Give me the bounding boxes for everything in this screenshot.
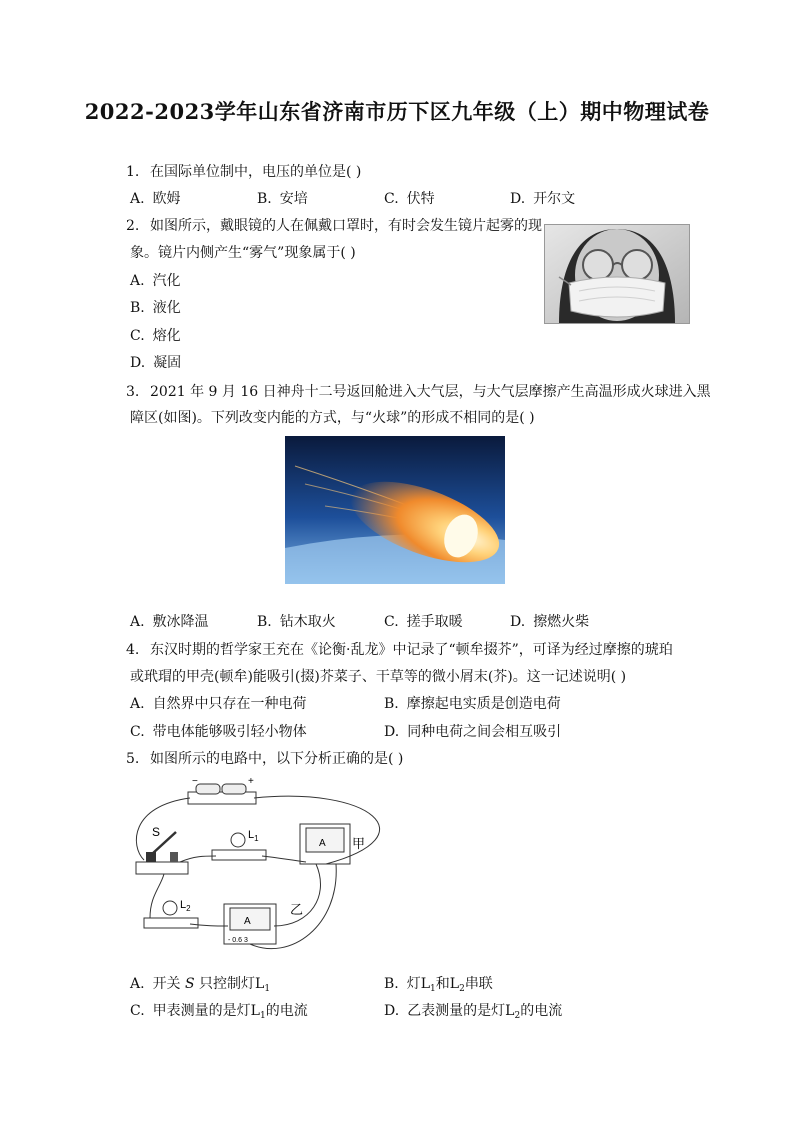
q1-option-b [257,189,308,209]
q5-c-sub: 1 [259,1011,266,1021]
ammeter-yi-label: 乙 [290,902,304,917]
q1-b-text: 安培 [279,191,308,207]
q4-option-c [130,722,307,742]
q5-c-post: 的电流 [265,1003,308,1019]
q4-b-text: 摩擦起电实质是创造电荷 [406,696,561,712]
q4-b-label: B. [384,696,399,712]
q3-a-label: A. [130,614,145,630]
q4-d-text: 同种电荷之间会相互吸引 [407,724,562,740]
q3-d-label: D. [510,614,526,630]
lamp-l1-letter: L [248,829,255,841]
circuit-illustration [130,776,410,962]
battery-plus-label: + [248,776,254,787]
q4-stem-line2: 或玳瑁的甲壳(顿牟)能吸引(掇)芥菜子、干草等的微小屑末(芥)。这一记述说明( ) [130,669,627,685]
lamp-l1-label [248,829,259,843]
q3-text-1: 2021 年 9 月 16 日神舟十二号返回舱进入大气层，与大气层摩擦产生高温形成火球进入黑 [150,384,711,400]
q2-b-text: 液化 [152,300,181,316]
q4-option-b [384,694,561,714]
q5-a-label: A. [130,976,145,992]
q4-d-label: D. [384,724,400,740]
q3-d-text: 擦燃火柴 [533,614,590,630]
q3-number: 3. [126,384,140,400]
q1-a-label: A. [130,191,145,207]
fireball-reentry-illustration [285,436,505,584]
q3-option-c [384,612,463,632]
q1-d-text: 开尔文 [533,191,576,207]
q4-number: 4. [126,642,140,658]
q5-b-pre: 灯L [406,976,431,992]
q3-option-d [510,612,589,632]
q3-a-text: 敷冰降温 [152,614,209,630]
switch-contact [170,852,178,862]
q2-stem-line1 [126,216,542,236]
ammeter-jia-label: 甲 [352,836,366,851]
q4-c-text: 带电体能够吸引轻小物体 [152,724,307,740]
q2-number: 2. [126,218,140,234]
q1-b-label: B. [257,191,272,207]
q2-stem-line2: 象。镜片内侧产生“雾气”现象属于( ) [130,245,356,261]
lamp-l2-label [180,899,191,913]
q3-b-label: B. [257,614,272,630]
q5-c-pre: 甲表测量的是灯L [152,1003,260,1019]
q1-option-c [384,189,435,209]
q4-stem-line1 [126,640,673,660]
q3-stem-line2: 障区(如图)。下列改变内能的方式，与“火球”的形成不相同的是( ) [130,410,535,426]
q2-option-b [130,298,181,318]
q4-a-label: A. [130,696,145,712]
lamp-l1-bulb [231,833,245,847]
foggy-glasses-illustration [545,225,689,323]
q2-d-text: 凝固 [153,355,182,371]
q5-option-d [384,1001,562,1026]
battery-cell-1 [196,784,220,794]
q5-option-b [384,974,493,999]
ammeter-yi-letter: A [244,916,251,927]
q5-option-c [130,1001,308,1026]
q1-d-label: D. [510,191,526,207]
exam-title: 2022-2023学年山东省济南市历下区九年级（上）期中物理试卷 [84,99,710,124]
q3-b-text: 钻木取火 [279,614,336,630]
q5-stem [126,749,403,769]
switch-post [146,852,156,862]
q2-c-label: C. [130,328,145,344]
ammeter-jia-letter: A [319,838,326,849]
q5-d-sub: 2 [514,1011,521,1021]
q3-stem-line1 [126,382,711,402]
q5-b-sub1: 1 [430,984,436,994]
lamp-l1-sub: 1 [254,834,259,843]
q5-c-label: C. [130,1003,145,1019]
q3-option-a [130,612,209,632]
battery-minus-label: − [192,776,198,787]
q3-c-label: C. [384,614,399,630]
q2-d-label: D. [130,355,146,371]
q5-a-s: S [185,976,195,992]
q1-c-text: 伏特 [406,191,435,207]
lamp-l1-base [212,850,266,860]
q3-option-b [257,612,336,632]
q1-option-a [130,189,181,209]
q2-photo-foggy-glasses [544,224,690,324]
lamp-l2-sub: 2 [186,904,191,913]
q4-option-d [384,722,561,742]
q3-photo-fireball-capsule [285,436,505,584]
q2-option-c [130,326,181,346]
q1-number: 1. [126,164,140,180]
ammeter-yi-terminals: - 0.6 3 [228,937,248,944]
q1-option-d [510,189,575,209]
q1-a-text: 欧姆 [152,191,181,207]
lamp-l2-base [144,918,198,928]
q2-a-text: 汽化 [152,273,181,289]
q5-circuit-diagram [130,776,410,962]
q4-text-1: 东汉时期的哲学家王充在《论衡·乱龙》中记录了“顿牟掇芥”，可译为经过摩擦的琥珀 [150,642,673,658]
q1-stem [126,162,361,182]
q5-b-post: 串联 [464,976,493,992]
q5-number: 5. [126,751,140,767]
q2-a-label: A. [130,273,145,289]
q2-option-a [130,271,181,291]
q5-b-mid: 和L [435,976,460,992]
q2-c-text: 熔化 [152,328,181,344]
battery-cell-2 [222,784,246,794]
q4-option-a [130,694,307,714]
q2-b-label: B. [130,300,145,316]
q3-c-text: 搓手取暖 [406,614,463,630]
q4-a-text: 自然界中只存在一种电荷 [152,696,307,712]
q5-text: 如图所示的电路中，以下分析正确的是( ) [150,751,404,767]
q5-a-mid: 只控制灯L [194,976,265,992]
q5-b-label: B. [384,976,399,992]
q4-c-label: C. [130,724,145,740]
q1-text: 在国际单位制中，电压的单位是( ) [150,164,362,180]
lamp-l2-letter: L [180,899,187,911]
switch-base [136,862,188,874]
lamp-l2-bulb [163,901,177,915]
q2-text-1: 如图所示，戴眼镜的人在佩戴口罩时，有时会发生镜片起雾的现 [150,218,542,234]
q5-b-sub2: 2 [459,984,465,994]
q5-a-pre: 开关 [152,976,186,992]
q5-a-sub: 1 [264,984,271,994]
q2-option-d [130,353,181,373]
q5-d-pre: 乙表测量的是灯L [407,1003,515,1019]
q5-d-post: 的电流 [520,1003,563,1019]
q5-option-a [130,974,270,999]
q5-d-label: D. [384,1003,400,1019]
q1-c-label: C. [384,191,399,207]
switch-label: S [152,825,161,839]
